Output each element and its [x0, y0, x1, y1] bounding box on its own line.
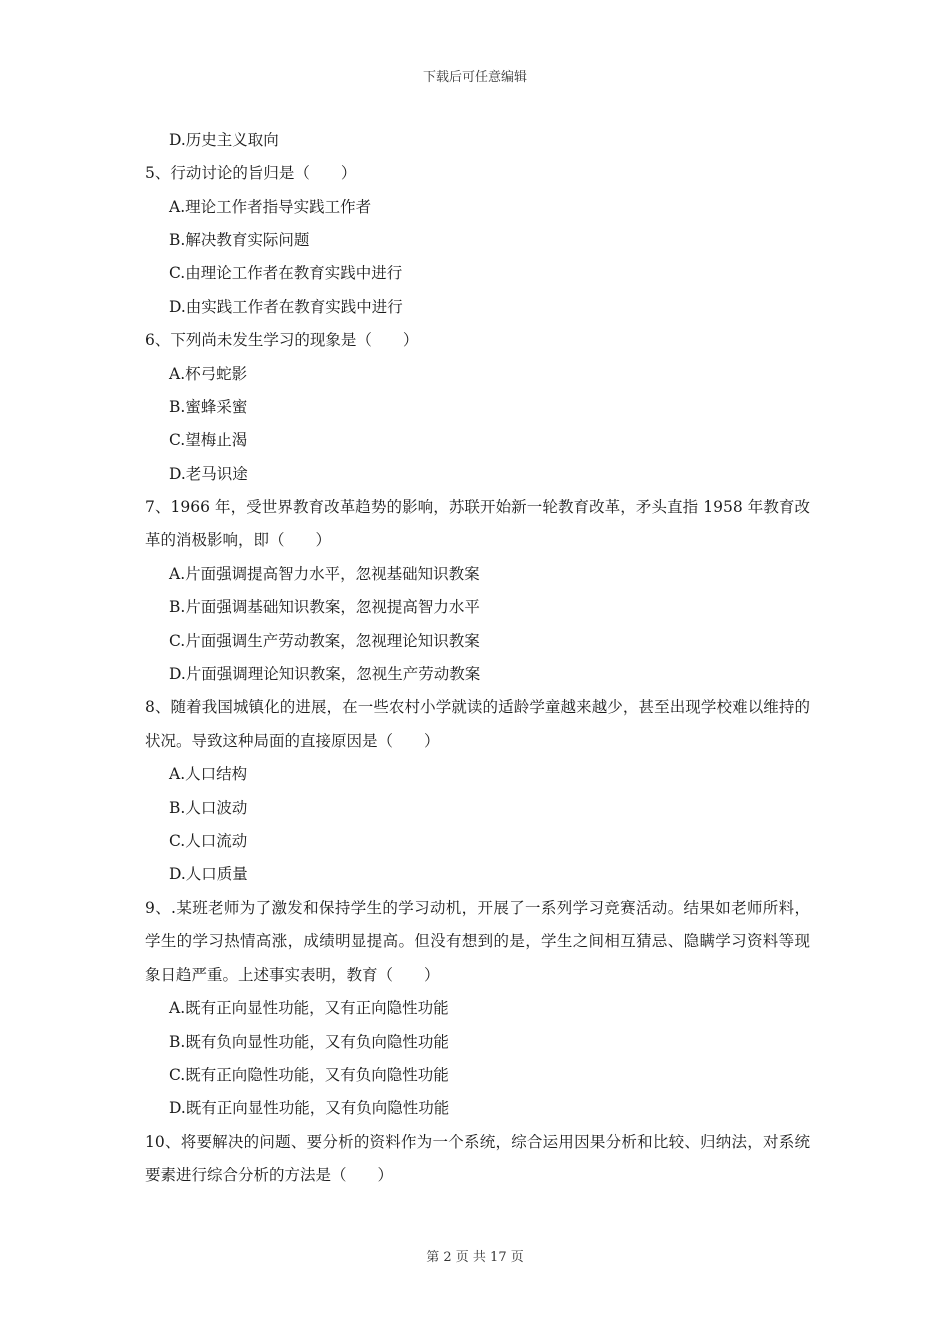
- question-5: [145, 157, 810, 324]
- question-9: [145, 892, 810, 1126]
- option-a: A.片面强调提高智力水平，忽视基础知识教案: [169, 565, 480, 584]
- question-stem: 7、1966 年，受世界教育改革趋势的影响，苏联开始新一轮教育改革，矛头直指 1958 年教育改革的消极影响，即（ ）: [145, 497, 810, 550]
- question-stem: 8、随着我国城镇化的进展，在一些农村小学就读的适龄学童越来越少，甚至出现学校难以维持的状况。导致这种局面的直接原因是（ ）: [145, 698, 810, 750]
- option-d: D.由实践工作者在教育实践中进行: [169, 297, 403, 316]
- option-b: B.蜜蜂采蜜: [169, 397, 248, 416]
- question-stem: 9、.某班老师为了激发和保持学生的学习动机，开展了一系列学习竞赛活动。结果如老师所料，学生的学习热情高涨，成绩明显提高。但没有想到的是，学生之间相互猜忌、隐瞒学习资料等现象日趋严重。上述事实表明，教育（ ）: [145, 898, 810, 984]
- option-c: C.片面强调生产劳动教案，忽视理论知识教案: [169, 631, 480, 650]
- question-stem: 10、将要解决的问题、要分析的资料作为一个系统，综合运用因果分析和比较、归纳法，对系统要素进行综合分析的方法是（ ）: [145, 1132, 810, 1185]
- option-d: D.片面强调理论知识教案，忽视生产劳动教案: [169, 664, 481, 683]
- option-a: A.人口结构: [169, 765, 248, 784]
- option-c: C.既有正向隐性功能，又有负向隐性功能: [169, 1065, 449, 1084]
- question-7: [145, 491, 810, 691]
- question-stem: 5、行动讨论的旨归是（ ）: [145, 164, 357, 183]
- option-a: A.杯弓蛇影: [169, 364, 248, 383]
- option-b: B.片面强调基础知识教案，忽视提高智力水平: [169, 598, 480, 617]
- option-d: D.人口质量: [169, 865, 248, 884]
- question-stem: 6、下列尚未发生学习的现象是（ ）: [145, 331, 419, 350]
- page-header: 下载后可任意编辑: [422, 70, 527, 85]
- option-c: C.人口流动: [169, 832, 248, 851]
- page-number: 第 2 页 共 17 页: [426, 1250, 524, 1265]
- option-d: D.既有正向显性功能，又有负向隐性功能: [169, 1099, 450, 1118]
- option-d: D.老马识途: [169, 464, 248, 483]
- option-b: B.人口波动: [169, 798, 248, 817]
- question-10: [145, 1126, 810, 1193]
- option-d-carryover: D.历史主义取向: [169, 131, 279, 149]
- option-b: B.解决教育实际问题: [169, 231, 310, 250]
- option-c: C.由理论工作者在教育实践中进行: [169, 264, 403, 283]
- question-6: [145, 324, 810, 491]
- option-a: A.理论工作者指导实践工作者: [169, 197, 372, 216]
- option-a: A.既有正向显性功能，又有正向隐性功能: [169, 999, 449, 1018]
- document-body: [145, 124, 810, 1193]
- question-8: [145, 691, 810, 891]
- option-b: B.既有负向显性功能，又有负向隐性功能: [169, 1032, 449, 1051]
- option-c: C.望梅止渴: [169, 431, 248, 450]
